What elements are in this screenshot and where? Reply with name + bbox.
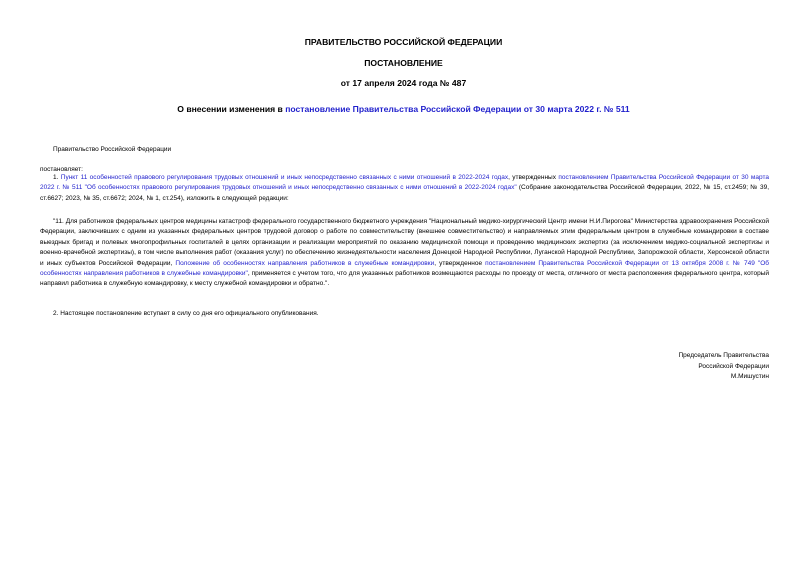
document-type-heading: ПОСТАНОВЛЕНИЕ: [364, 58, 443, 68]
quote-part-3: , применяется с учетом того, что для указанных работников возмещаются расходы по проезду от места, отличного от места расположения федерального центра, который направил работника в служебную командировку, к месту служебной командировки и обратно.".: [40, 270, 769, 288]
government-line: Правительство Российской Федерации: [53, 146, 172, 153]
title-link[interactable]: постановление Правительства Российской Федерации от 30 марта 2022 г. № 511: [285, 104, 630, 114]
quote-link-regulation[interactable]: Положение об особенностях направления работников в служебные командировки: [175, 259, 435, 267]
document-title: [0, 104, 807, 114]
government-heading: ПРАВИТЕЛЬСТВО РОССИЙСКОЙ ФЕДЕРАЦИИ: [304, 37, 503, 47]
signature-country: Российской Федерации: [698, 362, 769, 370]
item-1-link-point-11[interactable]: Пункт 11 особенностей правового регулирования трудовых отношений и иных непосредственно связанных с ними отношений в 2022-2024 годах: [60, 174, 509, 181]
item-1-link-resolution-511[interactable]: постановлением Правительства Российской Федерации от 30 марта 2022 г. № 511 "Об особенностях правового регулирования трудовых отношений и иных непосредственно связанных с ними отношений в 2022-2024 годах": [40, 174, 769, 192]
signature-name: М.Мишустин: [730, 373, 769, 381]
quote-part-2: , утвержденное: [434, 259, 486, 267]
item-2-paragraph: 2. Настоящее постановление вступает в силу со дня его официального опубликования.: [53, 310, 319, 317]
item-1-paragraph: [40, 173, 769, 204]
title-prefix: О внесении изменения в: [177, 104, 286, 114]
quoted-point-11: [40, 217, 769, 290]
quote-link-resolution-749[interactable]: постановлением Правительства Российской Федерации от 13 октября 2008 г. № 749 "Об особенностях направления работников в служебные командировки": [40, 259, 770, 278]
date-number-heading: от 17 апреля 2024 года № 487: [340, 78, 467, 88]
resolves-line: постановляет:: [40, 166, 83, 173]
signature-block: [678, 351, 769, 383]
signature-position: Председатель Правительства: [678, 352, 769, 359]
quote-part-1: "11. Для работников федеральных центров медицины катастроф федерального государственного бюджетного учреждения "Национальный медико-хирургический Центр имени Н.И.Пирогова" Министерства здравоохранения Российской Федерации, заключивших с одним из указанных федеральных центров трудовой договор о работе по совместительству (внешнее совместительство) и направляемых этим федеральным центром в служебные командировки в составе выездных бригад и полевых многопрофильных госпиталей в целях организации и реализации мероприятий по оказанию медицинской помощи и проведению медицинских экспертиз (за исключением медико-социальной экспертизы и военно-врачебной экспертизы), в том числе выполнения работ (оказания услуг) по обеспечению жизнедеятельности населения Донецкой Народной Республики, Луганской Народной Республики, Запорожской области, Херсонской области и иных субъектов Российской Федерации,: [40, 218, 769, 267]
item-1-start: 1.: [53, 174, 61, 181]
item-1-mid: , утвержденных: [508, 174, 559, 181]
item-1-end: (Собрание законодательства Российской Федерации, 2022, № 15, ст.2459; № 39, ст.6627; 2023, № 35, ст.6672; 2024, № 1, ст.254), изложить в следующей редакции:: [40, 184, 769, 202]
